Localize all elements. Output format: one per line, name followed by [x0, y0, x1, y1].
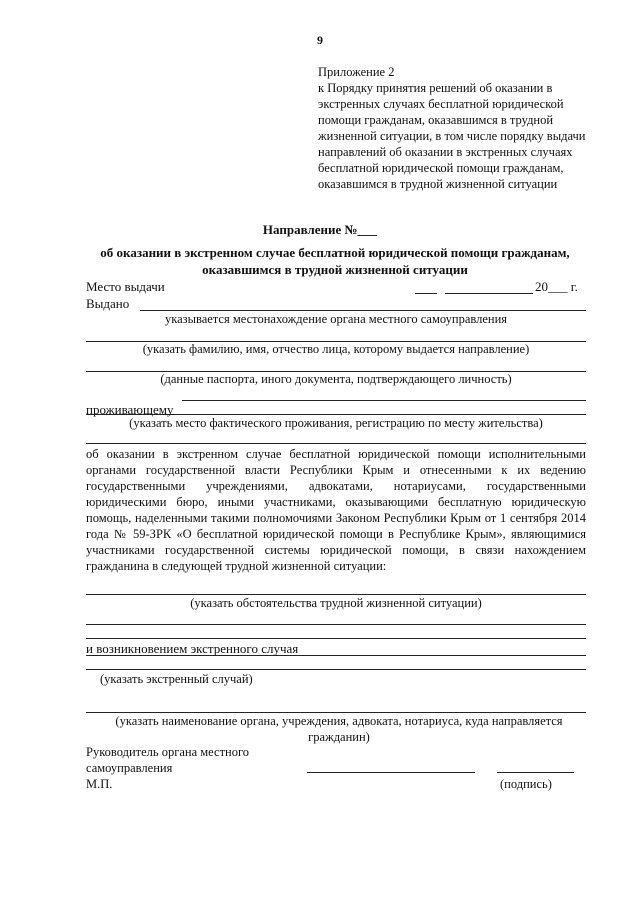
- date-day-line[interactable]: [415, 293, 437, 294]
- circumstances-line-3[interactable]: [86, 638, 586, 639]
- appendix-block: [318, 64, 586, 192]
- head-name-line[interactable]: [307, 772, 475, 773]
- residence-line[interactable]: [86, 443, 586, 444]
- circumstances-caption: (указать обстоятельства трудной жизненной ситуации): [190, 596, 482, 610]
- main-paragraph: об оказании в экстренном случае бесплатной юридической помощи исполнительными органами государственной власти Республики Крым и отнесенными к их ведению государственными учреждениями, адвокатами, нотариусами, государственными юридическими бюро, иными участниками, оказывающими бесплатную юридическую помощь, наделенными такими полномочиями Законом Республики Крым от 1 сентября 2014 года № 59-ЗРК «О бесплатной юридической помощи в Республике Крым», являющимися участниками государственной системы юридической помощи, в связи нахождением гражданина в следующей трудной жизненной ситуации:: [86, 447, 586, 573]
- location-caption: указывается местонахождение органа местного самоуправления: [164, 312, 508, 326]
- circumstances-line-2[interactable]: [86, 624, 586, 625]
- stamp-label: М.П.: [86, 777, 113, 791]
- page-number: 9: [317, 33, 323, 47]
- issued-label: Выдано: [86, 296, 130, 311]
- emergency-label: и возникновением экстренного случая: [86, 641, 299, 656]
- resident-line[interactable]: [182, 400, 586, 401]
- document-title: Направление №___: [262, 222, 378, 237]
- residence-caption: (указать место фактического проживания, регистрацию по месту жительства): [129, 416, 543, 430]
- signature-caption: (подпись): [500, 777, 552, 791]
- issued-line[interactable]: [140, 310, 586, 311]
- document-subtitle: об оказании в экстренном случае бесплатной юридической помощи гражданам, оказавшимся в трудной жизненной ситуации: [100, 245, 570, 277]
- emergency-caption: (указать экстренный случай): [100, 672, 253, 686]
- date-year: 20___ г.: [535, 279, 578, 294]
- emergency-line-2[interactable]: [86, 669, 586, 670]
- head-line-2: самоуправления: [86, 761, 173, 775]
- passport-caption: (данные паспорта, иного документа, подтверждающего личность): [160, 372, 512, 386]
- head-line-1: Руководитель органа местного: [86, 745, 250, 759]
- fio-caption: (указать фамилию, имя, отчество лица, которому выдается направление): [142, 342, 530, 356]
- signature-line[interactable]: [497, 772, 574, 773]
- date-month-line[interactable]: [445, 293, 533, 294]
- resident-line-2[interactable]: [86, 414, 586, 415]
- organ-caption: (указать наименование органа, учреждения, адвоката, нотариуса, куда направляется гражданин): [115, 714, 563, 744]
- place-label: Место выдачи: [86, 279, 165, 294]
- resident-label: проживающему: [86, 402, 174, 417]
- circumstances-line[interactable]: [86, 594, 586, 595]
- emergency-line[interactable]: [86, 655, 586, 656]
- appendix-text: к Порядку принятия решений об оказании в экстренных случаях бесплатной юридической помощи гражданам, оказавшимся в трудной жизненной ситуации, в том числе порядку выдачи направлений об оказании в экстренных случаях бесплатной юридической помощи гражданам, оказавшимся в трудной жизненной ситуации: [318, 81, 586, 191]
- appendix-heading: Приложение 2: [318, 65, 395, 79]
